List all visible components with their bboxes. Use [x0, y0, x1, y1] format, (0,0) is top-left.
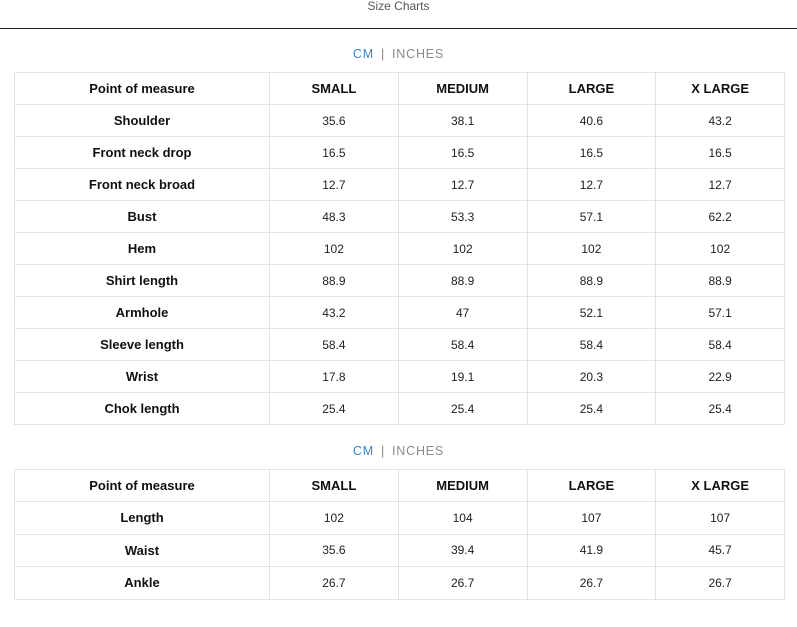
top-size-table: [14, 72, 785, 425]
table-row: [15, 567, 785, 600]
measure-value: 26.7: [398, 567, 527, 600]
table-row: [15, 534, 785, 567]
measure-value: 107: [527, 502, 656, 535]
measure-value: 12.7: [527, 169, 656, 201]
measure-value: 38.1: [398, 105, 527, 137]
measure-value: 40.6: [527, 105, 656, 137]
measure-value: 19.1: [398, 361, 527, 393]
column-header-size: LARGE: [527, 73, 656, 105]
measure-value: 47: [398, 297, 527, 329]
measure-value: 43.2: [656, 105, 785, 137]
table-row: [15, 201, 785, 233]
measure-value: 35.6: [270, 105, 399, 137]
page-title: Size Charts: [367, 0, 430, 13]
measure-label: Hem: [15, 233, 270, 265]
measure-value: 102: [656, 233, 785, 265]
measure-value: 104: [398, 502, 527, 535]
table-header-row: [15, 470, 785, 502]
column-header-size: X LARGE: [656, 73, 785, 105]
measure-label: Armhole: [15, 297, 270, 329]
measure-value: 26.7: [270, 567, 399, 600]
measure-value: 17.8: [270, 361, 399, 393]
measure-value: 88.9: [656, 265, 785, 297]
measure-value: 16.5: [270, 137, 399, 169]
column-header-size: MEDIUM: [398, 73, 527, 105]
measure-value: 25.4: [270, 393, 399, 425]
measure-label: Front neck broad: [15, 169, 270, 201]
measure-value: 58.4: [527, 329, 656, 361]
measure-value: 26.7: [527, 567, 656, 600]
column-header-size: X LARGE: [656, 470, 785, 502]
measure-value: 102: [527, 233, 656, 265]
measure-value: 12.7: [398, 169, 527, 201]
column-header-point-of-measure: Point of measure: [15, 470, 270, 502]
table-row: [15, 169, 785, 201]
measure-value: 48.3: [270, 201, 399, 233]
unit-toggle-bottom: [0, 443, 797, 459]
measure-value: 26.7: [656, 567, 785, 600]
measure-value: 12.7: [656, 169, 785, 201]
table-header-row: [15, 73, 785, 105]
measure-value: 25.4: [656, 393, 785, 425]
measure-value: 57.1: [656, 297, 785, 329]
measure-value: 102: [270, 502, 399, 535]
measure-value: 12.7: [270, 169, 399, 201]
measure-value: 43.2: [270, 297, 399, 329]
measure-label: Shoulder: [15, 105, 270, 137]
measure-value: 57.1: [527, 201, 656, 233]
measure-label: Chok length: [15, 393, 270, 425]
table-row: [15, 502, 785, 535]
measure-label: Waist: [15, 534, 270, 567]
measure-value: 39.4: [398, 534, 527, 567]
measure-value: 35.6: [270, 534, 399, 567]
column-header-size: LARGE: [527, 470, 656, 502]
column-header-size: MEDIUM: [398, 470, 527, 502]
measure-label: Ankle: [15, 567, 270, 600]
table-row: [15, 233, 785, 265]
table-row: [15, 137, 785, 169]
measure-label: Length: [15, 502, 270, 535]
measure-value: 22.9: [656, 361, 785, 393]
measure-value: 52.1: [527, 297, 656, 329]
measure-value: 45.7: [656, 534, 785, 567]
table-row: [15, 393, 785, 425]
measure-value: 88.9: [270, 265, 399, 297]
table-row: [15, 297, 785, 329]
unit-separator: |: [380, 444, 386, 458]
measure-label: Shirt length: [15, 265, 270, 297]
measure-value: 16.5: [527, 137, 656, 169]
measure-value: 25.4: [398, 393, 527, 425]
column-header-size: SMALL: [270, 73, 399, 105]
measure-value: 25.4: [527, 393, 656, 425]
measure-value: 107: [656, 502, 785, 535]
table-row: [15, 265, 785, 297]
measure-value: 62.2: [656, 201, 785, 233]
measure-label: Front neck drop: [15, 137, 270, 169]
measure-value: 102: [398, 233, 527, 265]
column-header-point-of-measure: Point of measure: [15, 73, 270, 105]
measure-label: Bust: [15, 201, 270, 233]
unit-inches-button[interactable]: INCHES: [392, 47, 445, 61]
measure-value: 58.4: [270, 329, 399, 361]
measure-value: 16.5: [398, 137, 527, 169]
measure-value: 41.9: [527, 534, 656, 567]
measure-value: 102: [270, 233, 399, 265]
measure-label: Sleeve length: [15, 329, 270, 361]
unit-separator: |: [380, 47, 386, 61]
bottom-size-table: [14, 469, 785, 600]
measure-value: 16.5: [656, 137, 785, 169]
measure-value: 88.9: [398, 265, 527, 297]
table-row: [15, 105, 785, 137]
measure-value: 58.4: [656, 329, 785, 361]
measure-value: 53.3: [398, 201, 527, 233]
table-row: [15, 361, 785, 393]
table-row: [15, 329, 785, 361]
measure-value: 20.3: [527, 361, 656, 393]
page-header: [0, 0, 797, 29]
unit-cm-button[interactable]: CM: [352, 444, 374, 458]
unit-inches-button[interactable]: INCHES: [392, 444, 445, 458]
unit-toggle-top: [0, 46, 797, 62]
measure-value: 88.9: [527, 265, 656, 297]
measure-label: Wrist: [15, 361, 270, 393]
unit-cm-button[interactable]: CM: [352, 47, 374, 61]
measure-value: 58.4: [398, 329, 527, 361]
column-header-size: SMALL: [270, 470, 399, 502]
